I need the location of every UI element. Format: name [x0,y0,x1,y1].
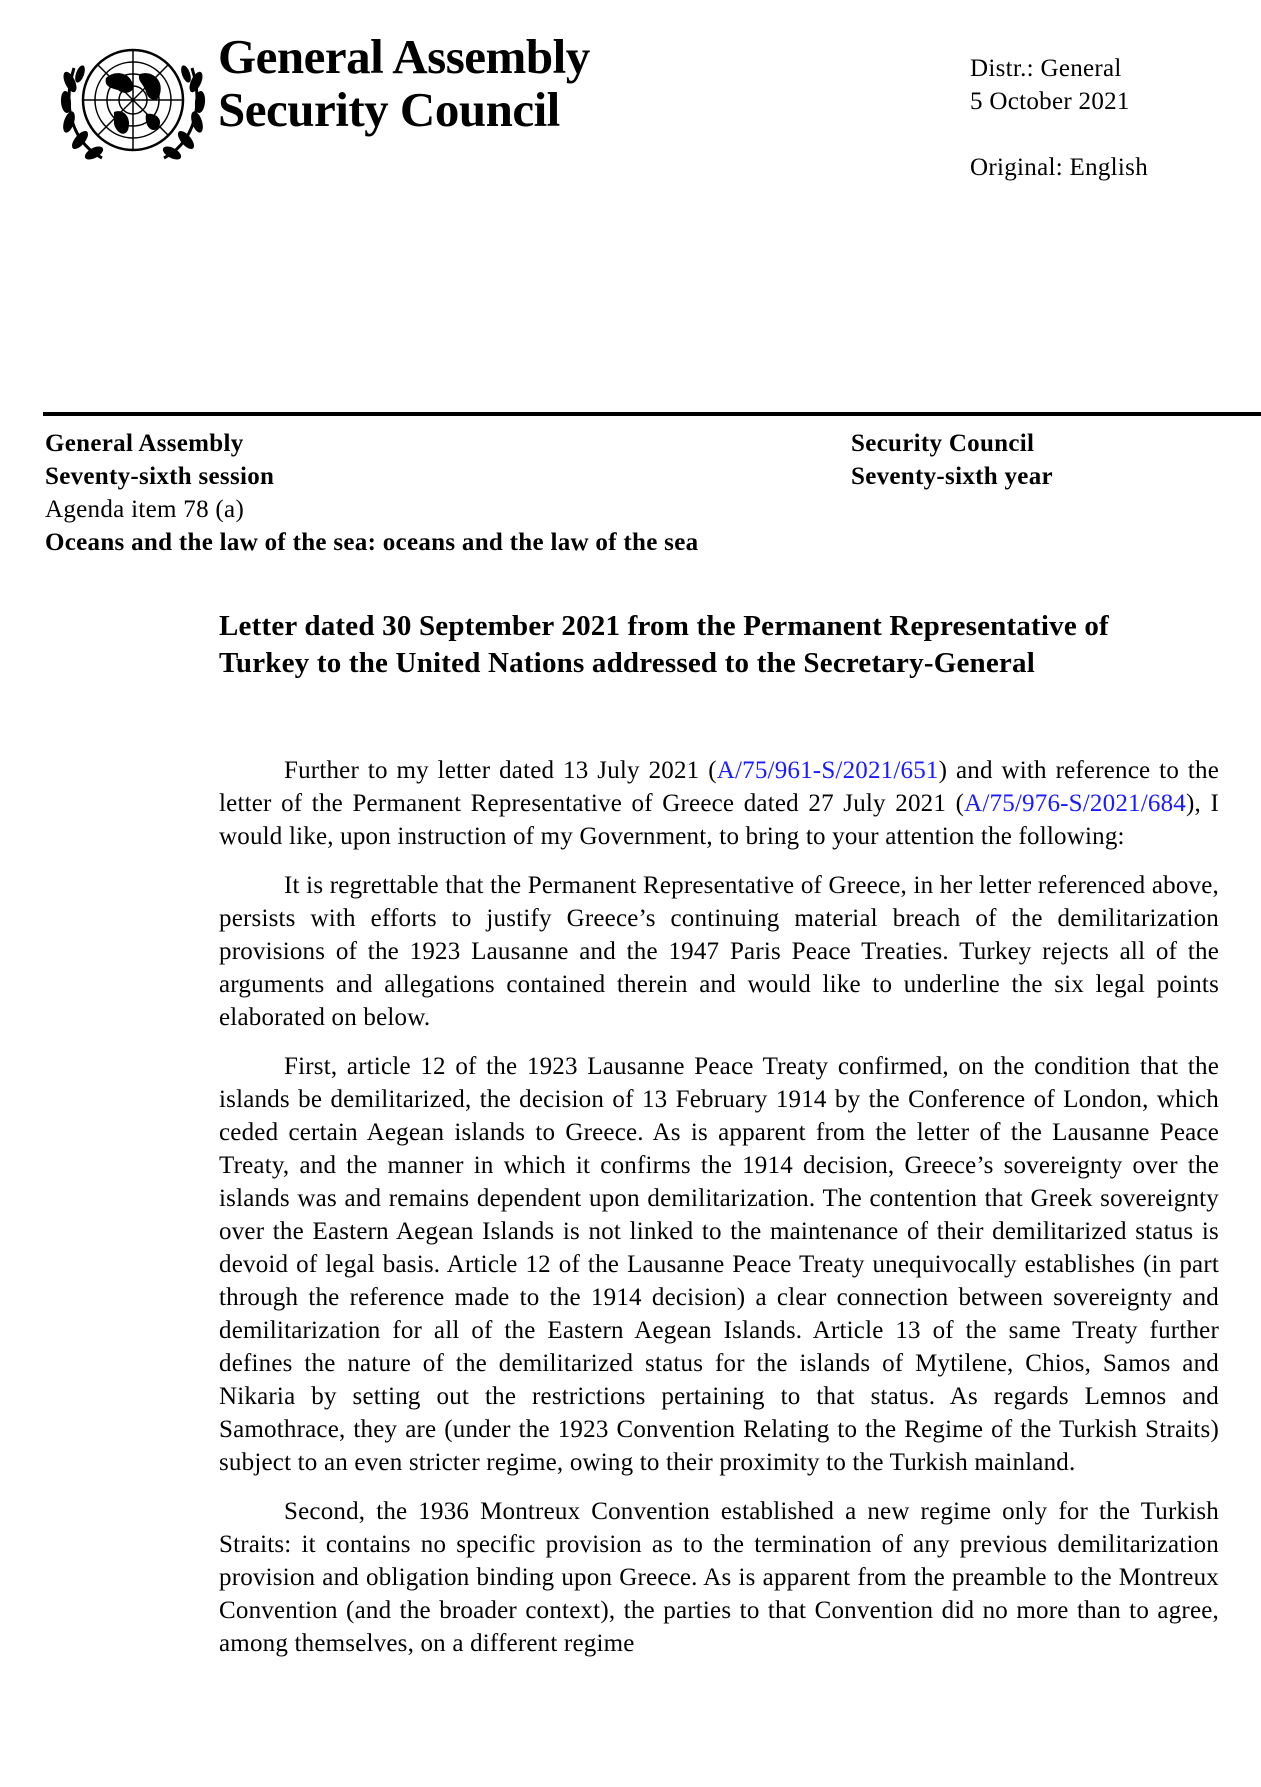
org-line-general-assembly: General Assembly [218,29,590,84]
document-date: 5 October 2021 [970,88,1130,115]
meta-body-sc: Security Council [851,430,1035,457]
meta-body-ga: General Assembly [45,430,244,457]
organization-name [218,30,590,136]
distribution-label: Distr.: General [970,55,1122,82]
org-line-security-council: Security Council [218,82,560,137]
paragraph-1-text-b: ) and with reference to the letter of the Permanent Representative of Greece dated 27 July 2021 ( [219,757,1219,817]
document-link-a75-961[interactable]: A/75/961-S/2021/651 [716,757,939,784]
security-council-meta [851,427,1053,493]
paragraph-1-text-a: Further to my letter dated 13 July 2021 ( [284,757,717,784]
letter-title: Letter dated 30 September 2021 from the Permanent Representative of Turkey to the United Nations addressed to the Secretary-General [219,610,1109,679]
meta-agenda-item: Agenda item 78 (a) [45,496,245,523]
paragraph-2: It is regrettable that the Permanent Representative of Greece, in her letter referenced above, persists with efforts to justify Greece’s continuing material breach of the demilitarization provisions of the 1923 Lausanne and the 1947 Paris Peace Treaties. Turkey rejects all of the arguments and allegations contained therein and would like to underline the six legal points elaborated on below. [219,872,1219,1031]
paragraph-3: First, article 12 of the 1923 Lausanne Peace Treaty confirmed, on the condition that the islands be demilitarized, the decision of 13 February 1914 by the Conference of London, which ceded certain Aegean islands to Greece. As is apparent from the letter of the Lausanne Peace Treaty, and the manner in which it confirms the 1914 decision, Greece’s sovereignty over the islands was and remains dependent upon demilitarization. The contention that Greek sovereignty over the Eastern Aegean Islands is not linked to the maintenance of their demilitarized status is devoid of legal basis. Article 12 of the Lausanne Peace Treaty unequivocally establishes (in part through the reference made to the 1914 decision) a clear connection between sovereignty and demilitarization for all of the Eastern Aegean Islands. Article 13 of the same Treaty further defines the nature of the demilitarized status for the islands of Mytilene, Chios, Samos and Nikaria by setting out the restrictions pertaining to that status. As regards Lemnos and Samothrace, they are (under the 1923 Convention Relating to the Regime of the Turkish Straits) subject to an even stricter regime, owing to their proximity to the Turkish mainland. [219,1053,1219,1476]
letter-body [219,754,1219,1676]
paragraph-4: Second, the 1936 Montreux Convention established a new regime only for the Turkish Straits: it contains no specific provision as to the termination of any previous demilitarization provision and obligation binding upon Greece. As is apparent from the preamble to the Montreux Convention (and the broader context), the parties to that Convention did no more than to agree, among themselves, on a different regime [219,1498,1219,1657]
distribution-block [970,52,1148,184]
meta-agenda-topic: Oceans and the law of the sea: oceans and the law of the sea [45,529,699,556]
document-link-a75-976[interactable]: A/75/976-S/2021/684 [964,790,1186,817]
general-assembly-meta [45,427,698,559]
un-emblem-icon [54,34,212,168]
paragraph-1-text-c: ), I would like, upon instruction of my Government, to bring to your attention the following: [219,790,1219,850]
paragraph-1 [219,754,1219,853]
header-divider [43,412,1261,416]
meta-year: Seventy-sixth year [851,463,1053,490]
meta-session: Seventy-sixth session [45,463,275,490]
original-language: Original: English [970,154,1149,181]
